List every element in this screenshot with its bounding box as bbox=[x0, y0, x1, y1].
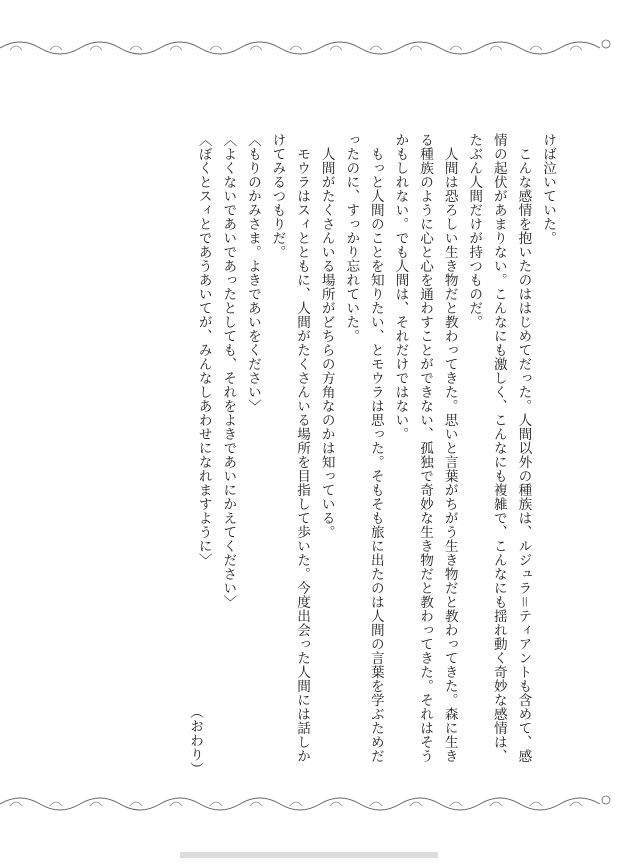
paragraph: 人間は恐ろしい生き物だと教わってきた。思いと言葉がちがう生き物だと教わってきた。森に生きる種族のように心と心を通わすことができない、孤独で奇妙な生き物だと教わってきた。それはそうかもしれない。でも人間は、それだけではない。 bbox=[392, 133, 458, 763]
prayer-line: 〈よくないであいであったとしても、それをよきであいにかえてください〉 bbox=[220, 133, 237, 609]
bottom-ornament-border bbox=[0, 790, 618, 820]
paragraph: もっと人間のことを知りたい、とモウラは思った。そもそも旅に出たのは人間の言葉を学ぶためだったのに、すっかり忘れていた。 bbox=[343, 133, 384, 763]
paragraph: 人間がたくさんいる場所がどちらの方角なのかは知っている。 bbox=[318, 146, 335, 539]
prayer-line: 〈ぼくとスィとであうあいてが、みんなしあわせになれますように〉 bbox=[195, 133, 212, 567]
story-ending: （おわり） bbox=[187, 705, 203, 776]
paragraph: こんな感情を抱いたのははじめてだった。人間以外の種族は、ルジュラ＝ティアントも含めて、感情の起伏があまりない。こんなにも激しく、こんなにも複雑で、こんなにも揺れ動く奇妙な感情は、たぶん人間だけが持つものだ。 bbox=[466, 133, 532, 763]
footer-registration-marks bbox=[0, 848, 618, 864]
paragraph: けば泣いていた。 bbox=[540, 133, 556, 245]
story-text bbox=[60, 133, 560, 773]
paragraph: モウラはスィとともに、人間がたくさんいる場所を目指して歩いた。今度出会った人間には話しかけてみるつもりだ。 bbox=[269, 133, 311, 763]
prayer-line: 〈もりのかみさま。よきであいをください〉 bbox=[244, 133, 261, 413]
top-ornament-border bbox=[0, 30, 618, 60]
